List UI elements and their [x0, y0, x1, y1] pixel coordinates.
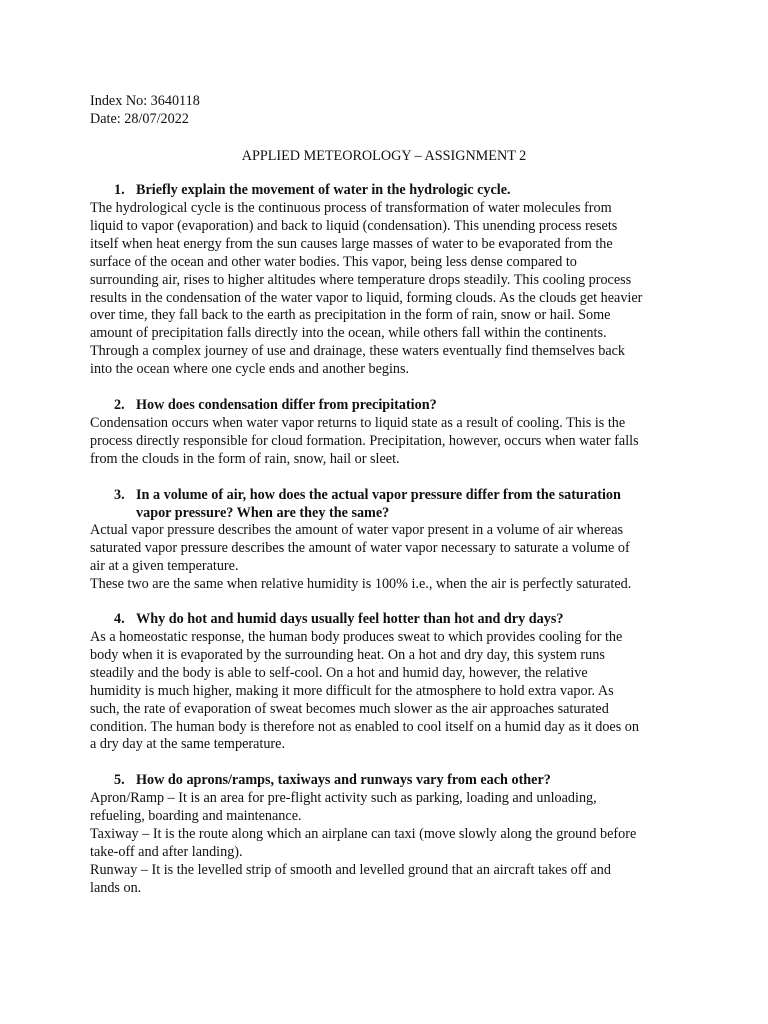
answer-line: Apron/Ramp – It is an area for pre-flight activity such as parking, loading and unloading, [90, 790, 597, 806]
answer-2 [90, 415, 690, 469]
answer-line: results in the condensation of the water vapor to liquid, forming clouds. As the clouds get heavier [90, 289, 643, 306]
answer-line: over time, they fall back to the earth as precipitation in the form of rain, snow or hail. Some [90, 307, 611, 324]
answer-line: lands on. [90, 879, 142, 896]
question-2 [114, 397, 674, 415]
answer-line: into the ocean where one cycle ends and another begins. [90, 361, 410, 378]
answer-line: Condensation occurs when water vapor returns to liquid state as a result of cooling. This is the [90, 415, 626, 431]
question-4 [114, 611, 674, 629]
question-text: Why do hot and humid days usually feel hotter than hot and dry days? [136, 611, 564, 627]
header-block [90, 93, 690, 129]
answer-3 [90, 522, 690, 594]
answer-1 [90, 200, 690, 379]
answer-line: These two are the same when relative humidity is 100% i.e., when the air is perfectly saturated. [90, 575, 632, 592]
question-number: 3. [114, 487, 125, 503]
answer-line: Through a complex journey of use and drainage, these waters eventually find themselves back [90, 343, 626, 360]
answer-line: liquid to vapor (evaporation) and back to liquid (condensation). This unending process resets [90, 217, 618, 234]
answer-line: surface of the ocean and other water bodies. This vapor, being less dense compared to [90, 253, 577, 270]
answer-line: itself when heat energy from the sun causes large masses of water to be evaporated from the [90, 235, 613, 252]
answer-line: humidity is much higher, making it more difficult for the atmosphere to hold extra vapor. As [90, 682, 614, 699]
question-5 [114, 772, 674, 790]
answer-line: take-off and after landing). [90, 843, 243, 860]
answer-line: steadily and the body is able to self-cool. On a hot and humid day, however, the relative [90, 664, 588, 681]
answer-line: surrounding air, rises to higher altitudes where temperature drops steadily. This cooling process [90, 271, 632, 288]
answer-line: refueling, boarding and maintenance. [90, 807, 302, 824]
answer-line: process directly responsible for cloud formation. Precipitation, however, occurs when water falls [90, 432, 639, 449]
answer-line: such, the rate of evaporation of sweat becomes much slower as the air approaches saturated [90, 700, 609, 717]
question-1 [114, 182, 674, 200]
answer-line: As a homeostatic response, the human body produces sweat to which provides cooling for the [90, 629, 623, 645]
question-number: 2. [114, 397, 125, 413]
answer-line: condition. The human body is therefore not as enabled to cool itself on a humid day as it does on [90, 718, 639, 735]
answer-5 [90, 790, 690, 897]
question-text: How does condensation differ from precipitation? [136, 397, 437, 413]
index-number: Index No: 3640118 [90, 93, 200, 109]
answer-line: The hydrological cycle is the continuous process of transformation of water molecules from [90, 200, 612, 216]
answer-line: Taxiway – It is the route along which an airplane can taxi (move slowly along the ground before [90, 825, 637, 842]
question-number: 4. [114, 611, 125, 627]
question-text-continued: vapor pressure? When are they the same? [136, 504, 390, 521]
question-text: In a volume of air, how does the actual vapor pressure differ from the saturation [136, 487, 621, 503]
question-text: Briefly explain the movement of water in the hydrologic cycle. [136, 182, 511, 198]
question-number: 1. [114, 182, 125, 198]
question-number: 5. [114, 772, 125, 788]
answer-line: Runway – It is the levelled strip of smooth and levelled ground that an aircraft takes off and [90, 861, 611, 878]
answer-line: amount of precipitation falls directly into the ocean, while others fall within the continents. [90, 325, 607, 342]
answer-line: body when it is evaporated by the surrounding heat. On a hot and dry day, this system runs [90, 646, 605, 663]
answer-line: from the clouds in the form of rain, snow, hail or sleet. [90, 450, 400, 467]
answer-line: saturated vapor pressure describes the amount of water vapor necessary to saturate a volume of [90, 539, 630, 556]
answer-line: a dry day at the same temperature. [90, 736, 285, 753]
answer-line: Actual vapor pressure describes the amount of water vapor present in a volume of air whereas [90, 522, 624, 538]
answer-4 [90, 629, 690, 754]
page-title: APPLIED METEOROLOGY – ASSIGNMENT 2 [241, 148, 527, 164]
answer-line: air at a given temperature. [90, 557, 239, 574]
question-3 [114, 487, 674, 523]
date: Date: 28/07/2022 [90, 110, 189, 127]
question-text: How do aprons/ramps, taxiways and runways vary from each other? [136, 772, 551, 788]
